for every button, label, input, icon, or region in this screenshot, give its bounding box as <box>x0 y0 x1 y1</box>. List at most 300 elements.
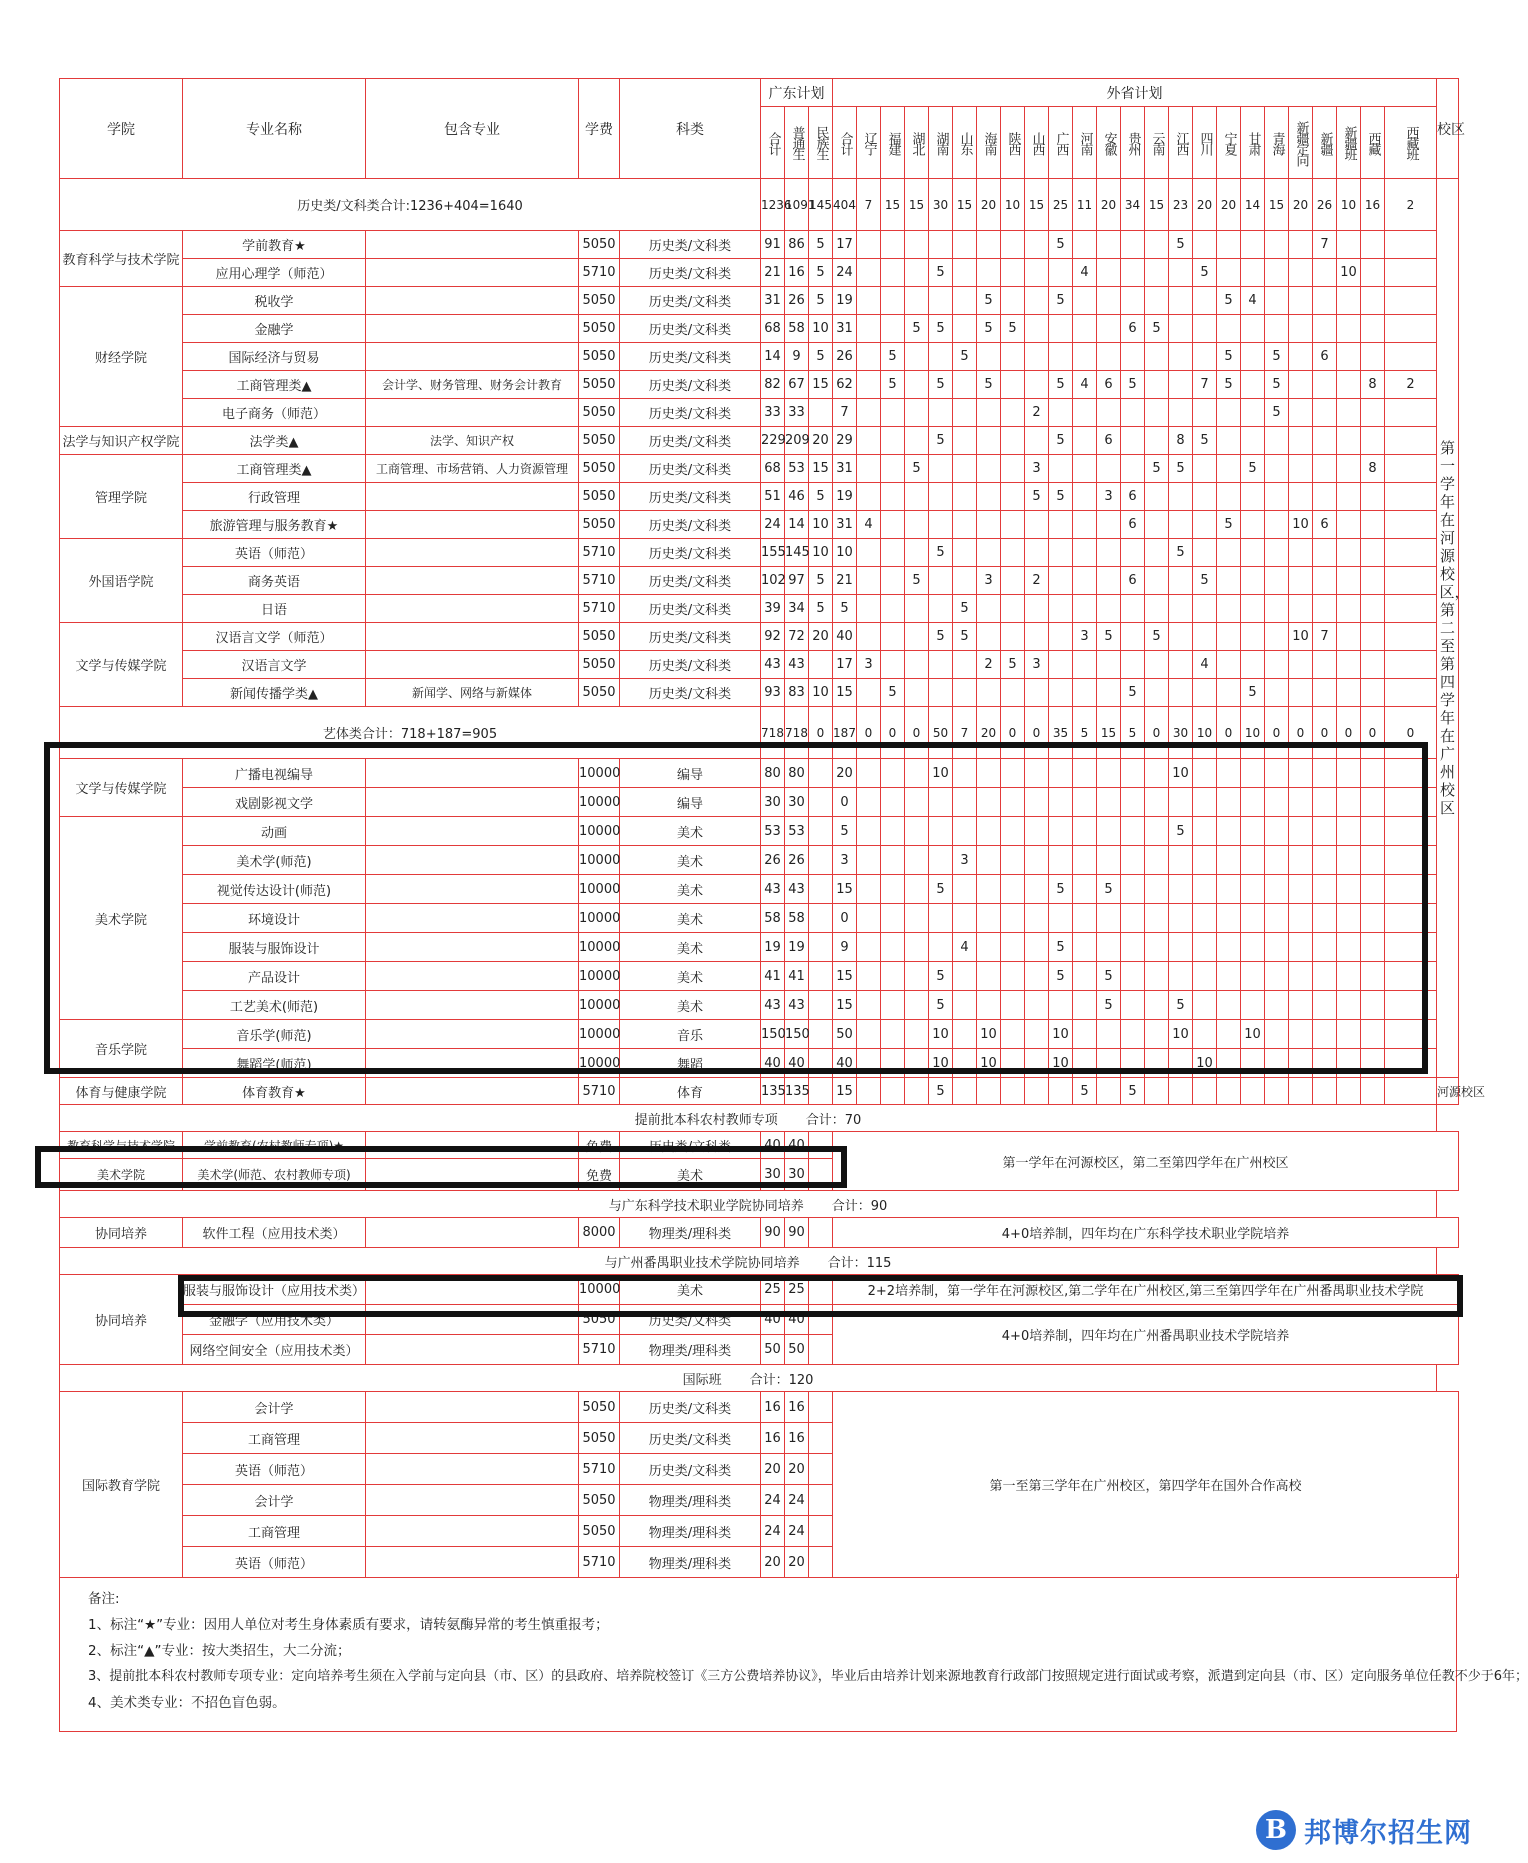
quota-cell <box>1337 231 1361 259</box>
quota-cell <box>809 399 833 427</box>
total-cell: 30 <box>1169 707 1193 759</box>
quota-cell: 31 <box>833 511 857 539</box>
quota-cell: 5 <box>929 539 953 567</box>
quota-cell <box>1289 455 1313 483</box>
quota-cell: 5 <box>1049 933 1073 962</box>
quota-cell <box>1049 511 1073 539</box>
total-cell: 718 <box>761 707 785 759</box>
quota-cell <box>1001 287 1025 315</box>
quota-cell <box>1169 679 1193 707</box>
quota-cell <box>1385 455 1437 483</box>
quota-cell <box>1265 287 1289 315</box>
quota-cell <box>1265 427 1289 455</box>
quota-cell: 26 <box>833 343 857 371</box>
quota-cell <box>1145 231 1169 259</box>
quota-cell <box>1121 623 1145 651</box>
tuition-fee: 8000 <box>579 1218 620 1248</box>
header-tuition: 学费 <box>579 79 620 179</box>
quota-cell <box>857 623 881 651</box>
quota-cell <box>1385 651 1437 679</box>
total-cell: 0 <box>809 707 833 759</box>
quota-cell <box>1265 315 1289 343</box>
quota-cell <box>953 231 977 259</box>
major-name: 服装与服饰设计（应用技术类） <box>183 1275 366 1305</box>
total-cell: 5 <box>1121 707 1145 759</box>
subject-type: 美术 <box>620 933 761 962</box>
quota-cell <box>905 287 929 315</box>
college-name: 教育科学与技术学院 <box>60 1132 183 1159</box>
subject-type: 历史类/文科类 <box>620 399 761 427</box>
quota-cell <box>1049 679 1073 707</box>
total-cell: 20 <box>1193 179 1217 231</box>
quota-cell: 5 <box>953 623 977 651</box>
quota-cell <box>1193 483 1217 511</box>
quota-cell: 5 <box>1049 483 1073 511</box>
quota-cell <box>881 231 905 259</box>
quota-cell <box>1145 595 1169 623</box>
quota-cell <box>905 231 929 259</box>
total-cell: 50 <box>929 707 953 759</box>
quota-cell <box>1001 371 1025 399</box>
quota-cell <box>1097 1078 1121 1105</box>
quota-cell <box>1049 539 1073 567</box>
quota-cell <box>1241 371 1265 399</box>
subject-type: 体育 <box>620 1078 761 1105</box>
quota-cell <box>1361 679 1385 707</box>
quota-cell <box>1241 539 1265 567</box>
subject-type: 编导 <box>620 788 761 817</box>
quota-cell: 5 <box>977 315 1001 343</box>
header-province-col: 广西 <box>1049 107 1073 179</box>
quota-cell <box>1385 679 1437 707</box>
quota-cell <box>881 259 905 287</box>
major-name: 音乐学(师范) <box>183 1020 366 1049</box>
quota-cell: 229 <box>761 427 785 455</box>
quota-cell <box>1289 483 1313 511</box>
included-majors: 工商管理、市场营销、人力资源管理 <box>366 455 579 483</box>
quota-cell: 0 <box>833 788 857 817</box>
table-row <box>60 539 1459 567</box>
total-cell: 26 <box>1313 179 1337 231</box>
quota-cell: 15 <box>809 455 833 483</box>
quota-cell <box>1385 259 1437 287</box>
quota-cell <box>1025 679 1049 707</box>
quota-cell <box>1097 343 1121 371</box>
quota-cell: 5 <box>1169 817 1193 846</box>
header-province-col: 河南 <box>1073 107 1097 179</box>
major-name: 电子商务（师范） <box>183 399 366 427</box>
subject-type: 历史类/文科类 <box>620 259 761 287</box>
quota-cell: 2 <box>1025 399 1049 427</box>
panyu-note-2plus2: 2+2培养制，第一学年在河源校区,第二学年在广州校区,第三至第四学年在广州番禺职业技术学院 <box>833 1275 1459 1305</box>
quota-cell: 15 <box>809 371 833 399</box>
quota-cell <box>1193 679 1217 707</box>
quota-cell <box>1313 427 1337 455</box>
quota-cell: 5 <box>1265 399 1289 427</box>
quota-cell <box>1169 315 1193 343</box>
quota-cell <box>1169 595 1193 623</box>
subject-type: 历史类/文科类 <box>620 483 761 511</box>
quota-cell <box>1289 1078 1313 1105</box>
quota-cell <box>977 427 1001 455</box>
quota-cell <box>1025 1078 1049 1105</box>
quota-cell <box>1097 679 1121 707</box>
major-name: 学前教育(农村教师专项)★ <box>183 1132 366 1159</box>
quota-cell <box>881 399 905 427</box>
college-name: 国际教育学院 <box>60 1392 183 1578</box>
quota-cell <box>857 567 881 595</box>
quota-cell <box>1145 287 1169 315</box>
quota-cell: 6 <box>1121 511 1145 539</box>
quota-cell: 58 <box>785 904 809 933</box>
quota-cell <box>905 427 929 455</box>
quota-cell <box>1025 539 1049 567</box>
quota-cell <box>809 1392 833 1423</box>
quota-cell: 5 <box>1049 231 1073 259</box>
header-province-col: 贵州 <box>1121 107 1145 179</box>
quota-cell: 5 <box>1049 875 1073 904</box>
quota-cell <box>953 651 977 679</box>
quota-cell <box>977 231 1001 259</box>
gdst-note: 4+0培养制，四年均在广东科学技术职业学院培养 <box>833 1218 1459 1248</box>
quota-cell <box>1265 1078 1289 1105</box>
total-cell: 15 <box>1097 707 1121 759</box>
quota-cell: 80 <box>785 759 809 788</box>
tuition-fee: 5050 <box>579 427 620 455</box>
quota-cell <box>977 679 1001 707</box>
quota-cell <box>1337 623 1361 651</box>
subject-type: 物理类/理科类 <box>620 1218 761 1248</box>
total-cell: 5 <box>1073 707 1097 759</box>
tuition-fee: 5050 <box>579 1485 620 1516</box>
quota-cell <box>1385 483 1437 511</box>
quota-cell <box>1001 567 1025 595</box>
section-total: 合计：120 <box>749 1372 814 1388</box>
subject-type: 音乐 <box>620 1020 761 1049</box>
quota-cell <box>881 595 905 623</box>
quota-cell: 5 <box>1193 427 1217 455</box>
header-province-col: 山东 <box>953 107 977 179</box>
quota-cell: 40 <box>833 1049 857 1078</box>
quota-cell <box>1313 455 1337 483</box>
quota-cell: 5 <box>1217 343 1241 371</box>
header-province-col: 甘肃 <box>1241 107 1265 179</box>
quota-cell <box>1097 651 1121 679</box>
section-total: 合计：90 <box>831 1198 888 1214</box>
quota-cell <box>977 595 1001 623</box>
quota-cell: 6 <box>1097 371 1121 399</box>
quota-cell <box>953 1078 977 1105</box>
quota-cell <box>1097 511 1121 539</box>
table-row <box>60 455 1459 483</box>
major-name: 美术学(师范、农村教师专项) <box>183 1159 366 1191</box>
quota-cell <box>1241 343 1265 371</box>
tuition-fee: 10000 <box>579 1275 620 1305</box>
table-row <box>60 1218 1459 1248</box>
quota-cell: 30 <box>785 1159 809 1191</box>
quota-cell <box>1337 455 1361 483</box>
total-cell: 0 <box>1145 707 1169 759</box>
quota-cell: 15 <box>833 991 857 1020</box>
quota-cell <box>1001 595 1025 623</box>
quota-cell <box>881 455 905 483</box>
quota-cell: 2 <box>977 651 1001 679</box>
quota-cell: 3 <box>833 846 857 875</box>
quota-cell <box>1193 343 1217 371</box>
quota-cell <box>857 315 881 343</box>
quota-cell <box>809 1516 833 1547</box>
quota-cell: 5 <box>833 595 857 623</box>
quota-cell: 5 <box>809 343 833 371</box>
quota-cell <box>881 483 905 511</box>
quota-cell: 5 <box>1049 371 1073 399</box>
table-row <box>60 79 1459 107</box>
quota-cell: 33 <box>785 399 809 427</box>
quota-cell <box>1145 343 1169 371</box>
quota-cell: 5 <box>881 679 905 707</box>
quota-cell <box>977 343 1001 371</box>
subject-type: 历史类/文科类 <box>620 1392 761 1423</box>
quota-cell: 155 <box>761 539 785 567</box>
quota-cell: 15 <box>833 679 857 707</box>
quota-cell: 5 <box>1241 455 1265 483</box>
major-name: 金融学 <box>183 315 366 343</box>
quota-cell <box>881 567 905 595</box>
quota-cell: 41 <box>785 962 809 991</box>
quota-cell: 20 <box>785 1454 809 1485</box>
header-campus: 校区 <box>1437 79 1459 179</box>
included-majors <box>366 1516 579 1547</box>
subject-type: 历史类/文科类 <box>620 455 761 483</box>
quota-cell <box>1385 595 1437 623</box>
quota-cell <box>881 287 905 315</box>
quota-cell: 5 <box>1073 1078 1097 1105</box>
quota-cell <box>929 455 953 483</box>
subject-type: 历史类/文科类 <box>620 343 761 371</box>
quota-cell <box>929 679 953 707</box>
quota-cell <box>1241 483 1265 511</box>
quota-cell: 53 <box>761 817 785 846</box>
intl-section-header <box>60 1365 1437 1392</box>
total-cell: 14 <box>1241 179 1265 231</box>
total-cell: 0 <box>1217 707 1241 759</box>
major-name: 法学类▲ <box>183 427 366 455</box>
table-row <box>60 511 1459 539</box>
header-subject: 科类 <box>620 79 761 179</box>
total-cell: 10 <box>1241 707 1265 759</box>
header-province-col: 海南 <box>977 107 1001 179</box>
quota-cell <box>857 483 881 511</box>
quota-cell: 10 <box>1289 623 1313 651</box>
quota-cell <box>953 315 977 343</box>
quota-cell: 24 <box>833 259 857 287</box>
quota-cell <box>1049 567 1073 595</box>
quota-cell: 31 <box>761 287 785 315</box>
total-cell: 0 <box>1025 707 1049 759</box>
tuition-fee: 5050 <box>579 651 620 679</box>
quota-cell: 4 <box>1193 651 1217 679</box>
quota-cell <box>1385 623 1437 651</box>
subject-type: 历史类/文科类 <box>620 1454 761 1485</box>
included-majors <box>366 595 579 623</box>
quota-cell <box>1025 623 1049 651</box>
tuition-fee: 5050 <box>579 679 620 707</box>
quota-cell: 10 <box>1193 1049 1217 1078</box>
quota-cell <box>1049 1078 1073 1105</box>
table-row <box>60 259 1459 287</box>
total-cell: 35 <box>1049 707 1073 759</box>
quota-cell: 25 <box>761 1275 785 1305</box>
quota-cell <box>1217 259 1241 287</box>
quota-cell <box>1289 371 1313 399</box>
quota-cell <box>881 511 905 539</box>
quota-cell <box>1097 595 1121 623</box>
quota-cell <box>809 1423 833 1454</box>
quota-cell <box>1361 595 1385 623</box>
major-name: 汉语言文学 <box>183 651 366 679</box>
quota-cell <box>1169 343 1193 371</box>
quota-cell <box>929 483 953 511</box>
campus-note: 第一学年在河源校区，第二至第四学年在广州校区 <box>1439 439 1470 817</box>
quota-cell <box>1073 287 1097 315</box>
included-majors <box>366 1454 579 1485</box>
quota-cell <box>953 567 977 595</box>
quota-cell <box>1049 399 1073 427</box>
table-row <box>60 1392 1459 1423</box>
major-name: 工艺美术(师范) <box>183 991 366 1020</box>
quota-cell <box>1121 539 1145 567</box>
included-majors <box>366 231 579 259</box>
quota-cell <box>1217 623 1241 651</box>
section-total: 合计：115 <box>827 1255 892 1271</box>
quota-cell: 102 <box>761 567 785 595</box>
subject-type: 历史类/文科类 <box>620 427 761 455</box>
quota-cell: 5 <box>929 1078 953 1105</box>
quota-cell <box>1241 315 1265 343</box>
quota-cell <box>1193 595 1217 623</box>
total-cell: 30 <box>929 179 953 231</box>
header-province-col: 青海 <box>1265 107 1289 179</box>
tuition-fee: 免费 <box>579 1159 620 1191</box>
total-cell: 0 <box>1289 707 1313 759</box>
quota-cell: 5 <box>929 315 953 343</box>
total-cell: 20 <box>1097 179 1121 231</box>
quota-cell <box>1049 595 1073 623</box>
total-cell: 15 <box>1265 179 1289 231</box>
quota-cell: 68 <box>761 315 785 343</box>
tuition-fee: 5050 <box>579 1423 620 1454</box>
quota-cell <box>1265 483 1289 511</box>
quota-cell <box>1361 259 1385 287</box>
quota-cell: 43 <box>785 651 809 679</box>
quota-cell <box>1097 231 1121 259</box>
total-cell: 145 <box>809 179 833 231</box>
quota-cell: 5 <box>953 595 977 623</box>
included-majors <box>366 511 579 539</box>
quota-cell <box>905 651 929 679</box>
included-majors: 会计学、财务管理、财务会计教育 <box>366 371 579 399</box>
included-majors: 新闻学、网络与新媒体 <box>366 679 579 707</box>
tuition-fee: 5710 <box>579 567 620 595</box>
major-name: 工商管理类▲ <box>183 371 366 399</box>
section-title: 国际班 <box>682 1372 722 1388</box>
quota-cell: 68 <box>761 455 785 483</box>
quota-cell <box>1073 455 1097 483</box>
total-cell: 20 <box>1289 179 1313 231</box>
major-name: 税收学 <box>183 287 366 315</box>
quota-cell <box>1361 427 1385 455</box>
quota-cell: 10 <box>929 759 953 788</box>
subject-type: 美术 <box>620 817 761 846</box>
quota-cell <box>1337 567 1361 595</box>
highlight-box-art-rows <box>44 742 1428 1074</box>
quota-cell: 30 <box>761 1159 785 1191</box>
header-major: 专业名称 <box>183 79 366 179</box>
quota-cell <box>1049 623 1073 651</box>
quota-cell: 4 <box>1241 287 1265 315</box>
subject-type: 历史类/文科类 <box>620 595 761 623</box>
quota-cell: 10 <box>833 539 857 567</box>
major-name: 日语 <box>183 595 366 623</box>
quota-cell <box>929 567 953 595</box>
table-row <box>60 567 1459 595</box>
quota-cell <box>1193 399 1217 427</box>
quota-cell: 24 <box>761 511 785 539</box>
quota-cell: 14 <box>785 511 809 539</box>
total-cell: 0 <box>1337 707 1361 759</box>
quota-cell <box>1073 343 1097 371</box>
quota-cell <box>1361 567 1385 595</box>
quota-cell: 5 <box>929 991 953 1020</box>
quota-cell <box>1217 231 1241 259</box>
quota-cell <box>857 427 881 455</box>
major-name: 会计学 <box>183 1392 366 1423</box>
table-row <box>60 231 1459 259</box>
quota-cell: 43 <box>785 875 809 904</box>
total-cell: 0 <box>1361 707 1385 759</box>
quota-cell: 16 <box>785 1392 809 1423</box>
quota-cell: 80 <box>761 759 785 788</box>
quota-cell <box>953 427 977 455</box>
quota-cell <box>1361 483 1385 511</box>
quota-cell <box>905 511 929 539</box>
quota-cell: 21 <box>833 567 857 595</box>
quota-cell <box>1313 315 1337 343</box>
major-name: 产品设计 <box>183 962 366 991</box>
quota-cell: 5 <box>1169 539 1193 567</box>
quota-cell <box>1385 231 1437 259</box>
note-1: 1、标注“★”专业：因用人单位对考生身体素质有要求，请转氨酶异常的考生慎重报考； <box>88 1617 609 1633</box>
quota-cell: 26 <box>785 846 809 875</box>
quota-cell: 26 <box>761 846 785 875</box>
quota-cell <box>905 399 929 427</box>
major-name: 广播电视编导 <box>183 759 366 788</box>
table-row <box>60 623 1459 651</box>
quota-cell <box>1169 511 1193 539</box>
quota-cell <box>1361 511 1385 539</box>
notes-title: 备注: <box>88 1591 120 1607</box>
section-total: 合计：70 <box>805 1112 862 1128</box>
quota-cell: 4 <box>1073 371 1097 399</box>
table-row <box>60 679 1459 707</box>
college-name: 教育科学与技术学院 <box>60 231 183 287</box>
subject-type: 编导 <box>620 759 761 788</box>
quota-cell: 7 <box>833 399 857 427</box>
subject-type: 物理类/理科类 <box>620 1516 761 1547</box>
total-cell: 0 <box>1313 707 1337 759</box>
quota-cell <box>905 679 929 707</box>
quota-cell: 8 <box>1361 455 1385 483</box>
